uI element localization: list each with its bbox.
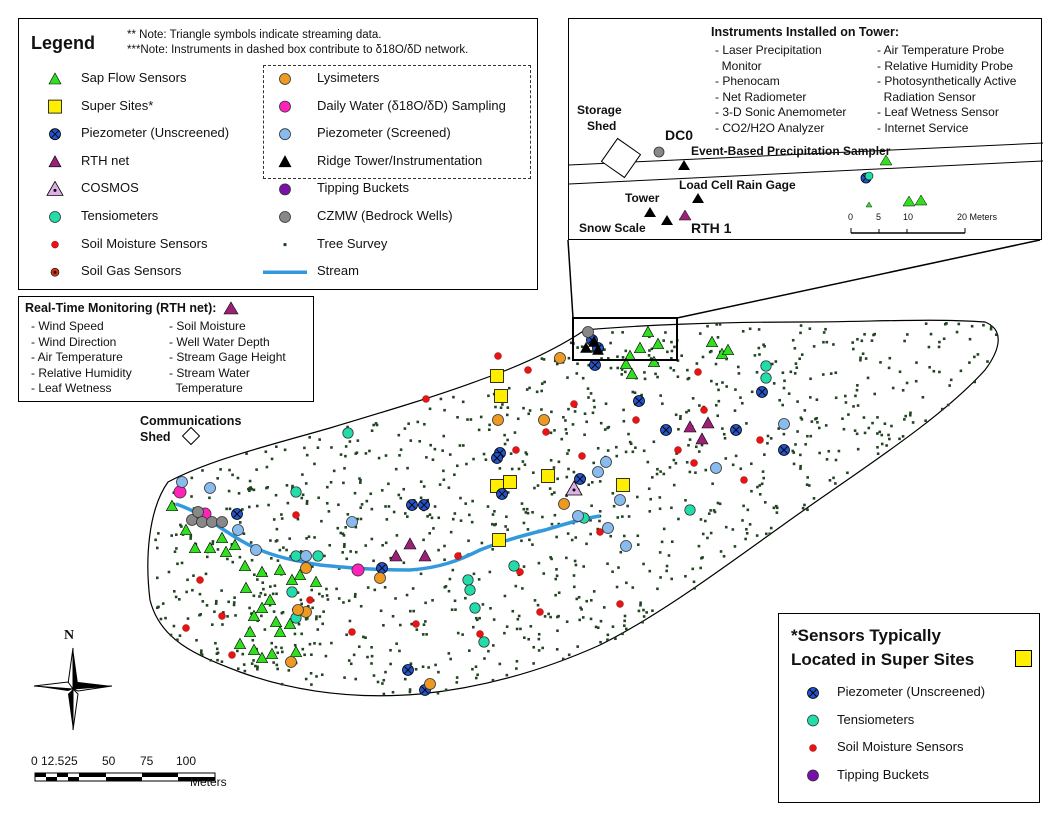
piezometer-unscreened-marker (757, 387, 768, 398)
soil-moisture-marker (517, 569, 524, 576)
czmw-marker (583, 327, 594, 338)
tower-inset-box (568, 18, 1042, 240)
inset-scale-tick-5: 5 (876, 212, 882, 222)
piezometer-unscreened-marker (731, 425, 742, 436)
piezometer-screened-marker (601, 457, 612, 468)
super-sites-symbol-3 (808, 770, 819, 781)
inset-item-a-0: - Laser Precipitation (715, 43, 822, 57)
piezometer-unscreened-marker (232, 509, 243, 520)
legend-symbol-left-4 (47, 181, 63, 195)
piezometer-screened-marker (603, 523, 614, 534)
tensiometer-marker (313, 551, 323, 561)
rth1-triangle (679, 210, 691, 220)
soil-moisture-marker (675, 447, 682, 454)
inset-item-a-3: - Net Radiometer (715, 89, 807, 104)
soil-moisture-marker (229, 652, 236, 659)
legend-label-tipping-buckets: Tipping Buckets (317, 180, 410, 196)
daily-water-marker (352, 564, 364, 576)
inset-tensiometer (865, 172, 873, 180)
load-cell-label: Load Cell Rain Gage (679, 178, 796, 192)
legend-label-stream: Stream (317, 263, 359, 279)
tensiometer-marker (291, 551, 301, 561)
legend-label-daily-water-18o-d-sampling: Daily Water (δ18O/δD) Sampling (317, 97, 506, 113)
communications-shed-icon (183, 428, 200, 445)
czmw-marker (197, 517, 208, 528)
rth-item-b-0: - Soil Moisture (169, 319, 246, 333)
rth1-label: RTH 1 (691, 220, 732, 236)
piezometer-unscreened-marker (661, 425, 672, 436)
soil-moisture-marker (701, 407, 708, 414)
piezometer-screened-marker (593, 467, 604, 478)
soil-moisture-marker (455, 553, 462, 560)
legend-label-cosmos: COSMOS (81, 180, 139, 196)
soil-moisture-marker (543, 429, 550, 436)
storage-shed-icon (602, 139, 641, 178)
super-sites-symbol-2 (810, 745, 817, 752)
rth-item-b-3: - Stream Water (169, 365, 250, 380)
soil-moisture-marker (197, 577, 204, 584)
inset-item-b-3: Radiation Sensor (877, 89, 976, 104)
inset-item-a-1: Monitor (715, 58, 762, 73)
rth-item-b-4: Temperature (169, 381, 243, 395)
soil-moisture-marker (423, 396, 430, 403)
super-sites-label-3: Tipping Buckets (837, 766, 930, 782)
dc0-label: DC0 (665, 127, 694, 143)
super-sites-title-1: *Sensors Typically (791, 626, 941, 645)
legend-note-1: ** Note: Triangle symbols indicate streaming data. (127, 29, 382, 41)
rth-item-a-1: - Wind Direction (31, 334, 117, 349)
callout-line-left (568, 240, 573, 318)
super-sites-symbol-0 (808, 688, 819, 699)
piezometer-screened-marker (301, 551, 312, 562)
inset-sapflow-2 (903, 196, 915, 206)
tensiometer-marker (470, 603, 480, 613)
piezometer-unscreened-marker (419, 500, 430, 511)
soil-moisture-marker (219, 613, 226, 620)
rth-monitoring-box (18, 296, 314, 402)
tower-triangle-4 (661, 215, 673, 225)
lysimeter-marker (301, 563, 312, 574)
north-label: N (64, 628, 75, 643)
soil-moisture-marker (633, 417, 640, 424)
legend-symbol-right-1 (280, 101, 291, 112)
legend-note-2: ***Note: Instruments in dashed box contribute to δ18O/δD network. (127, 44, 469, 56)
legend-symbol-right-6 (284, 243, 287, 246)
inset-sapflow-4 (866, 202, 872, 207)
piezometer-unscreened-marker (497, 489, 508, 500)
soil-moisture-marker (513, 447, 520, 454)
inset-item-a-5: - CO2/H2O Analyzer (715, 120, 825, 135)
czmw-marker (193, 507, 204, 518)
super-site-marker (493, 534, 506, 547)
legend-symbol-right-0 (280, 74, 291, 85)
super-site-marker (504, 476, 517, 489)
legend-title: Legend (31, 33, 96, 53)
soil-moisture-marker (571, 401, 578, 408)
rth-triangle-icon (224, 302, 238, 314)
legend-symbol-left-2 (50, 129, 61, 140)
storage-shed-label-2: Shed (587, 119, 617, 133)
legend-box (18, 18, 538, 290)
soil-moisture-marker (477, 631, 484, 638)
inset-item-a-4: - 3-D Sonic Anemometer (715, 105, 847, 119)
soil-moisture-marker (349, 629, 356, 636)
rth-item-a-0: - Wind Speed (31, 319, 104, 333)
super-site-marker (617, 479, 630, 492)
piezometer-screened-marker (621, 541, 632, 552)
rth-item-a-4: - Leaf Wetness (31, 381, 112, 395)
super-site-marker (491, 370, 504, 383)
communications-shed-label-2: Shed (140, 430, 171, 444)
super-sites-label-2: Soil Moisture Sensors (837, 739, 964, 754)
piezometer-screened-marker (347, 517, 358, 528)
lysimeter-marker (425, 679, 436, 690)
rth-item-a-3: - Relative Humidity (31, 365, 132, 380)
piezometer-unscreened-marker (407, 500, 418, 511)
piezometer-unscreened-marker (634, 396, 645, 407)
legend-symbol-left-7 (51, 268, 59, 276)
tensiometer-marker (465, 585, 475, 595)
legend-symbol-right-3 (279, 156, 291, 167)
daily-water-marker (174, 486, 186, 498)
legend-label-ridge-tower-instrumentation: Ridge Tower/Instrumentation (317, 152, 483, 168)
soil-moisture-marker (495, 353, 502, 360)
rth-box-title: Real-Time Monitoring (RTH net): (25, 301, 217, 315)
czmw-marker (207, 517, 218, 528)
legend-label-tensiometers: Tensiometers (81, 208, 159, 223)
lysimeter-marker (493, 415, 504, 426)
soil-moisture-marker (293, 512, 300, 519)
soil-moisture-marker (617, 601, 624, 608)
soil-moisture-marker (413, 621, 420, 628)
legend-symbol-left-5 (50, 212, 61, 223)
soil-moisture-marker (183, 625, 190, 632)
soil-moisture-marker (307, 597, 314, 604)
tower-triangle-2 (692, 193, 704, 203)
czmw-marker (217, 517, 228, 528)
legend-symbol-right-5 (280, 212, 291, 223)
snow-scale-label: Snow Scale (579, 221, 646, 235)
scale-tick-75: 75 (140, 754, 154, 768)
piezometer-unscreened-marker (779, 445, 790, 456)
tensiometer-marker (343, 428, 353, 438)
lysimeter-marker (286, 657, 297, 668)
storage-shed-label-1: Storage (577, 103, 622, 117)
soil-moisture-marker (525, 367, 532, 374)
legend-label-rth-net: RTH net (81, 152, 130, 168)
soil-moisture-marker (741, 477, 748, 484)
scale-tick-50: 50 (102, 754, 116, 768)
rth-item-b-2: - Stream Gage Height (169, 350, 286, 364)
soil-moisture-marker (579, 453, 586, 460)
rth-item-b-1: - Well Water Depth (169, 334, 270, 349)
lysimeter-marker (559, 499, 570, 510)
inset-item-b-5: - Internet Service (877, 120, 969, 135)
piezometer-unscreened-marker (403, 665, 414, 676)
tensiometer-marker (463, 575, 473, 585)
tower-triangle-3 (644, 207, 656, 217)
soil-moisture-marker (537, 609, 544, 616)
tower-label: Tower (625, 191, 660, 205)
inset-scale-tick-20: 20 Meters (957, 212, 998, 222)
legend-symbol-right-4 (280, 184, 291, 195)
lysimeter-marker (555, 353, 566, 364)
tensiometer-marker (479, 637, 489, 647)
legend-label-czmw-bedrock-wells-: CZMW (Bedrock Wells) (317, 208, 453, 223)
lysimeter-marker (375, 573, 386, 584)
piezometer-screened-marker (205, 483, 216, 494)
piezometer-screened-marker (573, 511, 584, 522)
super-site-marker (495, 390, 508, 403)
super-site-marker (542, 470, 555, 483)
legend-label-soil-moisture-sensors: Soil Moisture Sensors (81, 235, 208, 251)
tensiometer-marker (287, 587, 297, 597)
inset-item-b-1: - Relative Humidity Probe (877, 58, 1014, 73)
legend-symbol-left-3 (49, 156, 61, 167)
super-sites-symbol-1 (808, 715, 819, 726)
scale-tick-0: 0 (31, 754, 38, 768)
inset-item-b-4: - Leaf Wetness Sensor (877, 105, 999, 119)
legend-label-piezometer-screened-: Piezometer (Screened) (317, 125, 451, 141)
piezometer-unscreened-marker (492, 453, 503, 464)
piezometer-screened-marker (233, 525, 244, 536)
legend-symbol-left-0 (49, 73, 61, 84)
piezometer-screened-marker (251, 545, 262, 556)
legend-label-super-sites-: Super Sites* (81, 97, 154, 113)
inset-sapflow-3 (915, 195, 927, 205)
inset-item-b-2: - Photosynthetically Active (877, 74, 1017, 88)
inset-scale-tick-0: 0 (848, 212, 854, 222)
soil-moisture-marker (695, 369, 702, 376)
lysimeter-marker (293, 605, 304, 616)
tensiometer-marker (685, 505, 695, 515)
lysimeter-marker (539, 415, 550, 426)
event-precip-label: Event-Based Precipitation Sampler (691, 144, 891, 158)
tensiometer-marker (291, 487, 301, 497)
super-sites-label-0: Piezometer (Unscreened) (837, 684, 986, 699)
legend-label-piezometer-unscreened-: Piezometer (Unscreened) (81, 125, 230, 141)
piezometer-unscreened-marker (377, 563, 388, 574)
legend-symbol-left-6 (52, 241, 59, 248)
inset-item-a-2: - Phenocam (715, 74, 780, 88)
soil-moisture-marker (757, 437, 764, 444)
piezometer-unscreened-marker (575, 474, 586, 485)
inset-title: Instruments Installed on Tower: (711, 25, 899, 39)
super-sites-box (778, 613, 1040, 803)
scale-tick-100: 100 (176, 754, 197, 768)
legend-label-tree-survey: Tree Survey (317, 235, 388, 251)
callout-line-right (677, 240, 1040, 318)
czmw-marker (654, 147, 664, 157)
tensiometer-marker (761, 373, 771, 383)
inset-scale-tick-10: 10 (903, 212, 914, 222)
piezometer-unscreened-marker (590, 360, 601, 371)
legend-label-sap-flow-sensors: Sap Flow Sensors (81, 70, 187, 85)
piezometer-screened-marker (779, 419, 790, 430)
tower-triangle-1 (678, 160, 690, 170)
piezometer-screened-marker (615, 495, 626, 506)
north-arrow-icon (28, 644, 118, 734)
piezometer-screened-marker (177, 477, 188, 488)
legend-symbol-right-2 (280, 129, 291, 140)
soil-moisture-marker (691, 460, 698, 467)
super-sites-label-1: Tensiometers (837, 711, 915, 727)
scale-tick-12: 12.525 (41, 754, 78, 768)
communications-shed-label-1: Communications (140, 414, 242, 428)
inset-road-line-2 (569, 161, 1043, 184)
rth-item-a-2: - Air Temperature (31, 350, 123, 364)
tensiometer-marker (761, 361, 771, 371)
legend-label-soil-gas-sensors: Soil Gas Sensors (81, 263, 182, 279)
super-sites-title-2: Located in Super Sites (791, 650, 975, 669)
legend-symbol-left-1 (49, 100, 62, 113)
legend-label-lysimeters: Lysimeters (317, 70, 380, 85)
scale-unit: Meters (190, 775, 227, 789)
piezometer-screened-marker (711, 463, 722, 474)
inset-item-b-0: - Air Temperature Probe (877, 43, 1005, 57)
